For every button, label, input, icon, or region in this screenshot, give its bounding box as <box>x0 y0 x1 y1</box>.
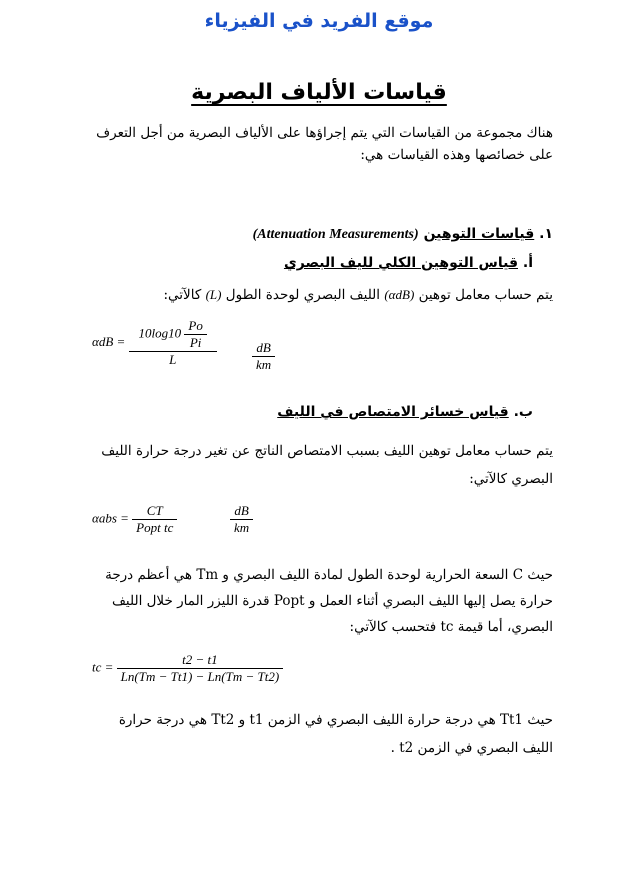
eq1-unit <box>252 340 275 373</box>
subsection-b-text <box>73 440 553 490</box>
eq1-lhs: αdB = <box>92 333 126 349</box>
eq2-unit-km: km <box>234 520 250 535</box>
where2-line-1: حيث Tt1 هي درجة حرارة الليف البصري في الزمن t1 و Tt2 هي درجة حرارة <box>118 712 553 728</box>
intro-paragraph <box>73 122 553 166</box>
subsection-a-text <box>163 287 553 303</box>
eq2-unit-fraction <box>230 503 253 536</box>
section-1-number: ١. <box>539 226 553 242</box>
intro-line-2: على خصائصها وهذه القياسات هي: <box>360 147 553 163</box>
intro-line-1: هناك مجموعة من القياسات التي يتم إجراؤها على الألياف البصرية من أجل التعرف <box>96 125 553 141</box>
subsection-b-line-1: يتم حساب معامل توهين الليف بسبب الامتصاص الناتج عن تغير درجة حرارة الليف <box>101 443 553 459</box>
subsection-a-text-end: كالآتي: <box>163 287 202 303</box>
equation-attenuation <box>92 318 217 368</box>
section-1-title-en: (Attenuation Measurements) <box>252 227 419 242</box>
eq1-denominator: L <box>169 352 177 367</box>
eq1-power-ratio <box>184 318 206 351</box>
subsection-b-heading <box>277 404 533 420</box>
subsection-a-text-mid: الليف البصري لوحدة الطول <box>225 287 381 303</box>
eq3-lhs: tc = <box>92 659 114 675</box>
subsection-a-text-start: يتم حساب معامل توهين <box>418 287 553 303</box>
eq3-denominator: Ln(Tm − Tt1) − Ln(Tm − Tt2) <box>120 669 280 684</box>
subsection-a-heading <box>284 255 533 271</box>
section-1-heading <box>253 226 553 243</box>
subsection-b-line-2: البصري كالآتي: <box>469 471 553 487</box>
eq1-log: 10log10 <box>138 325 182 341</box>
eq2-denominator: Popt tc <box>136 520 174 535</box>
subsection-b-title: قياس خسائر الامتصاص في الليف <box>277 404 509 420</box>
where1-line-3: البصري، أما قيمة tc فتحسب كالآتي: <box>349 619 553 635</box>
eq1-power-in: Pi <box>189 335 202 350</box>
eq1-fraction <box>129 318 217 368</box>
where2-line-2: الليف البصري في الزمن t2 . <box>390 740 553 756</box>
eq2-lhs: αabs = <box>92 510 129 526</box>
site-title: موقع الفريد في الفيزياء <box>204 10 434 32</box>
eq3-numerator: t2 − t1 <box>117 652 284 669</box>
eq2-numerator: CT <box>132 503 177 520</box>
document-title: قياسات الألياف البصرية <box>191 80 447 105</box>
equation-tc <box>92 652 283 685</box>
where1-line-1: حيث C السعة الحرارية لوحدة الطول لمادة الليف البصري و Tm هي أعظم درجة <box>105 567 553 583</box>
where-paragraph-2 <box>73 706 553 762</box>
eq3-fraction <box>117 652 284 685</box>
eq2-unit-db: dB <box>230 503 253 520</box>
section-1-title: قياسات التوهين <box>423 226 535 242</box>
alpha-db-symbol: (αdB) <box>384 287 415 302</box>
eq2-unit <box>230 503 253 536</box>
where1-line-2: حرارة يصل إليها الليف البصري أثناء العمل و Popt قدرة الليزر المار خلال الليف <box>111 593 553 609</box>
eq1-numerator <box>129 318 217 352</box>
eq1-unit-km: km <box>256 357 272 372</box>
subsection-b-label: ب. <box>513 404 533 420</box>
eq1-unit-fraction <box>252 340 275 373</box>
eq1-power-out: Po <box>184 318 206 335</box>
eq2-fraction <box>132 503 177 536</box>
length-symbol: (L) <box>205 287 222 302</box>
where-paragraph-1 <box>73 562 553 640</box>
eq1-unit-db: dB <box>252 340 275 357</box>
subsection-a-title: قياس التوهين الكلي لليف البصري <box>283 255 518 271</box>
subsection-a-label: أ. <box>522 255 533 271</box>
equation-absorption <box>92 503 177 536</box>
